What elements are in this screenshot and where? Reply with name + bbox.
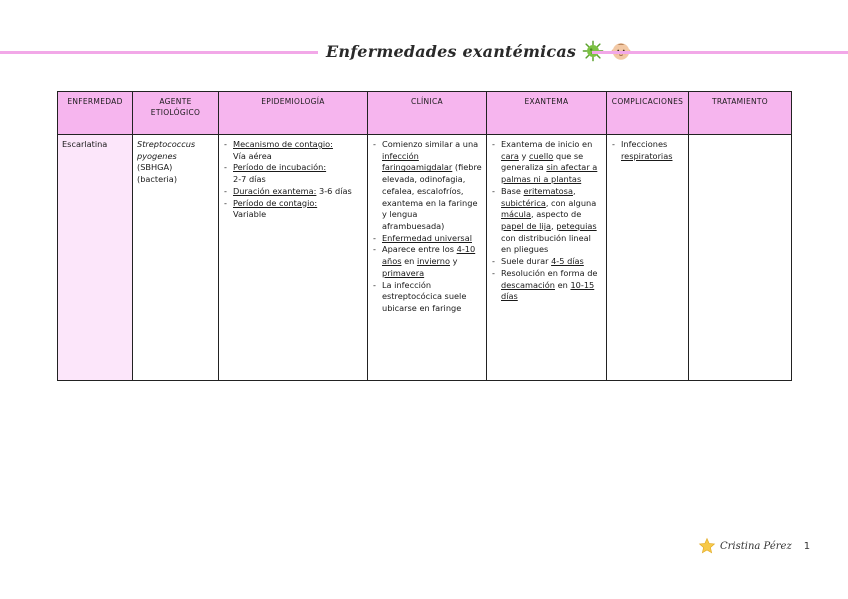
list-item	[501, 139, 602, 186]
author-name: Cristina Pérez	[720, 540, 792, 552]
complications-list	[611, 139, 684, 162]
title-line-left	[0, 51, 318, 54]
exantema-text: que se generaliza	[501, 150, 584, 173]
exantema-underlined: cuello	[528, 150, 554, 161]
cell-complicaciones	[607, 135, 689, 381]
exantema-underlined: papel de lija	[501, 221, 552, 232]
clinical-list	[372, 139, 482, 315]
clinica-underlined: infección faringoamigdalar	[382, 150, 453, 173]
exantema-underlined: eritematosa	[523, 185, 573, 196]
agent-organism: Streptococcus pyogenes	[137, 139, 196, 161]
footer	[698, 537, 810, 555]
star-icon	[698, 537, 716, 555]
clinica-underlined: 4-10 años	[382, 244, 476, 267]
title-wrap	[326, 40, 632, 62]
epi-contagio-label: Período de contagio:	[233, 197, 318, 208]
clinica-text: en	[404, 256, 415, 267]
list-item	[233, 186, 363, 198]
disease-name: Escarlatina	[62, 139, 108, 149]
list-item	[382, 244, 482, 279]
list-item	[501, 256, 602, 268]
list-item	[233, 139, 363, 162]
cell-tratamiento	[689, 135, 792, 381]
epi-mecanismo-label: Mecanismo de contagio:	[233, 139, 333, 149]
exantema-underlined: 10-15 días	[501, 279, 595, 302]
exantema-underlined: sin afectar a palmas ni a plantas	[501, 162, 598, 185]
exantema-text: Base	[501, 185, 521, 196]
epi-contagio-value: Variable	[233, 209, 267, 220]
exantema-text: con distribución lineal en pliegues	[501, 232, 591, 255]
column-header-agente: AGENTE ETIOLÓGICO	[133, 92, 219, 135]
exantema-text: Exantema de inicio en	[501, 139, 593, 149]
list-item	[382, 139, 482, 233]
table-row	[58, 135, 792, 381]
exantema-text: ,	[551, 221, 554, 232]
list-item	[501, 268, 602, 303]
exantema-text: y	[521, 150, 527, 161]
page-title: Enfermedades exantémicas	[326, 41, 577, 61]
epi-duracion-value: 3-6 días	[319, 185, 352, 196]
page-number: 1	[803, 540, 811, 552]
exantema-underlined: petequias	[556, 221, 597, 232]
column-header-complicaciones: COMPLICACIONES	[607, 92, 689, 135]
clinica-text: (fiebre elevada, odinofagia, cefalea, escalofríos, exantema en la faringe y lengua aframbuesada)	[382, 162, 482, 232]
title-band	[0, 38, 848, 68]
clinica-text: Comienzo similar a una	[382, 139, 479, 149]
list-item	[233, 162, 363, 185]
cell-clinica	[368, 135, 487, 381]
clinica-text: y	[452, 256, 458, 267]
title-line-right	[592, 51, 848, 54]
list-item	[501, 186, 602, 256]
diseases-table	[57, 91, 792, 381]
column-header-enfermedad: ENFERMEDAD	[58, 92, 133, 135]
table-header-row	[58, 92, 792, 135]
cell-epidemiologia	[219, 135, 368, 381]
exantema-underlined: subictérica	[501, 197, 546, 208]
cell-enfermedad	[58, 135, 133, 381]
exantema-underlined: descamación	[501, 279, 555, 290]
exantema-text: Suele durar	[501, 256, 549, 267]
column-header-exantema: EXANTEMA	[487, 92, 607, 135]
exantema-underlined: cara	[501, 150, 519, 161]
list-item	[382, 233, 482, 245]
cell-exantema	[487, 135, 607, 381]
exantema-text: , aspecto de	[530, 209, 582, 220]
epi-incubacion-value: 2-7 días	[233, 174, 266, 185]
agent-abbrev: (SBHGA)	[137, 162, 173, 173]
epi-duracion-label: Duración exantema:	[233, 185, 317, 196]
epidemiology-list	[223, 139, 363, 221]
column-header-epidemiologia: EPIDEMIOLOGÍA	[219, 92, 368, 135]
rash-list	[491, 139, 602, 303]
agent-type: (bacteria)	[137, 174, 178, 185]
column-header-tratamiento: TRATAMIENTO	[689, 92, 792, 135]
complicaciones-underlined: respiratorias	[621, 150, 673, 161]
list-item	[621, 139, 684, 162]
exantema-text: , con alguna	[545, 197, 597, 208]
column-header-clinica: CLÍNICA	[368, 92, 487, 135]
epi-mecanismo-value: Vía aérea	[233, 150, 272, 161]
list-item	[233, 198, 363, 221]
clinica-text: Aparece entre los	[382, 244, 454, 255]
clinica-text: La infección estreptocócica suele ubicarse en faringe	[382, 279, 467, 314]
cell-agente	[133, 135, 219, 381]
exantema-text: ,	[572, 185, 576, 196]
exantema-underlined: 4-5 días	[551, 256, 584, 267]
clinica-underlined: primavera	[382, 267, 425, 278]
complicaciones-text: Infecciones	[621, 139, 668, 149]
clinica-underlined: invierno	[416, 256, 450, 267]
exantema-text: en	[557, 279, 568, 290]
epi-incubacion-label: Período de incubación:	[233, 162, 327, 173]
exantema-underlined: mácula	[501, 209, 531, 220]
clinica-underlined: Enfermedad universal	[382, 232, 472, 243]
list-item	[382, 280, 482, 315]
exantema-text: Resolución en forma de	[501, 267, 598, 278]
